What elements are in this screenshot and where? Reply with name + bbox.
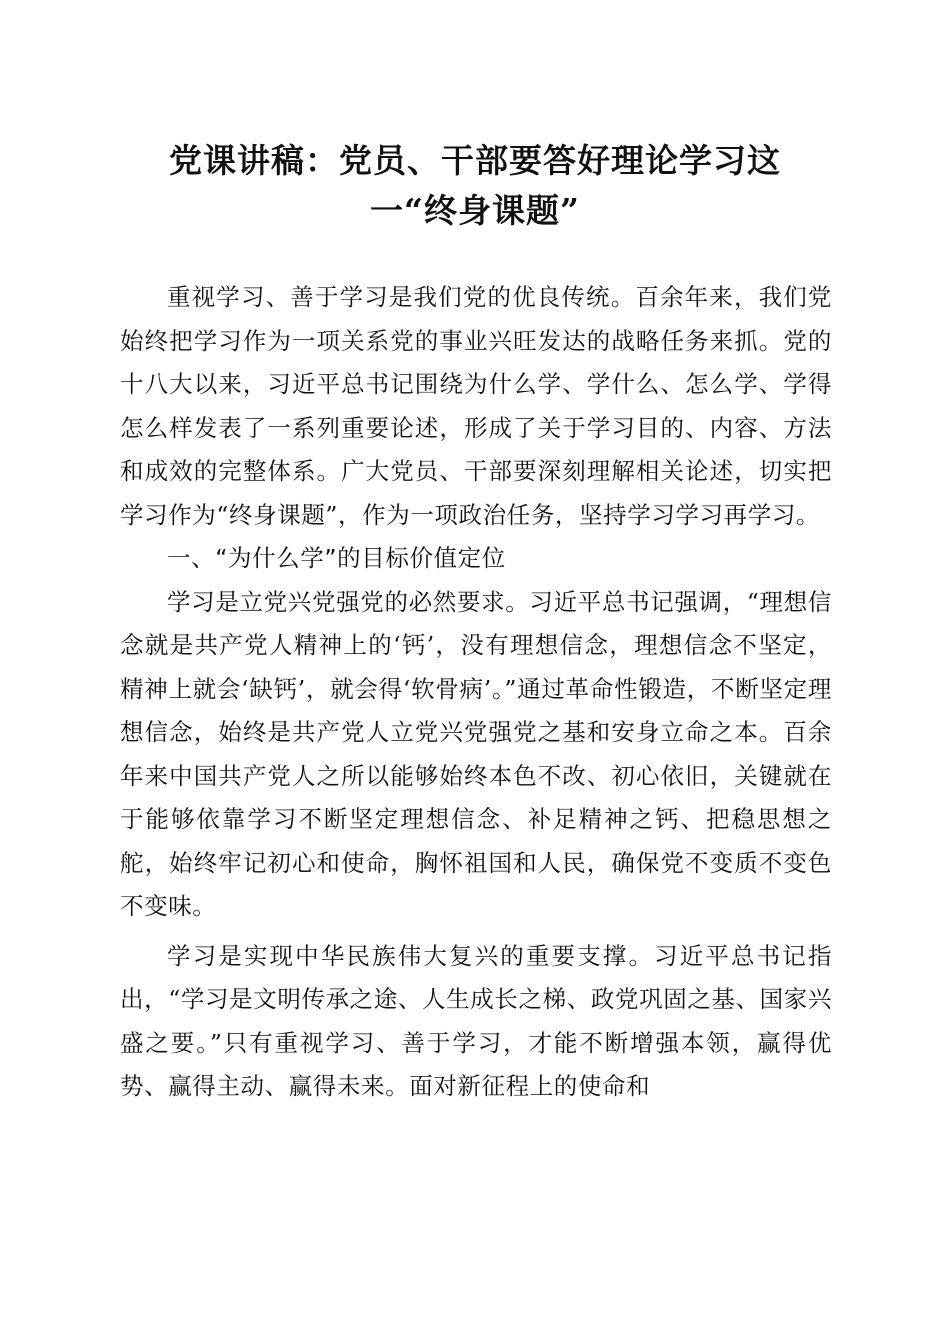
document-body [120, 276, 832, 1109]
document-title [120, 136, 830, 236]
section-heading-1: 一、“为什么学”的目标价值定位 [167, 544, 506, 572]
title-line-2: 一“终身课题” [370, 191, 580, 230]
paragraph-why-learn-1: 学习是立党兴党强党的必然要求。习近平总书记强调，“理想信念就是共产党人精神上的‘钙’，没有理想信念，理想信念不坚定，精神上就会‘缺钙’，就会得‘软骨病’。”通过革命性锻造，不断坚定理想信念，始终是共产党人立党兴党强党之基和安身立命之本。百余年来中国共产党人之所以能够始终本色不改、初心依旧，关键就在于能够依靠学习不断坚定理想信念、补足精神之钙、把稳思想之舵，始终牢记初心和使命，胸怀祖国和人民，确保党不变质不变色不变味。 [120, 587, 832, 920]
title-line-1: 党课讲稿：党员、干部要答好理论学习这 [169, 141, 781, 180]
paragraph-intro: 重视学习、善于学习是我们党的优良传统。百余年来，我们党始终把学习作为一项关系党的事业兴旺发达的战略任务来抓。党的十八大以来，习近平总书记围绕为什么学、学什么、怎么学、学得怎么样发表了一系列重要论述，形成了关于学习目的、内容、方法和成效的完整体系。广大党员、干部要深刻理解相关论述，切实把学习作为“终身课题”，作为一项政治任务，坚持学习学习再学习。 [120, 283, 832, 529]
paragraph-why-learn-2: 学习是实现中华民族伟大复兴的重要支撑。习近平总书记指出，“学习是文明传承之途、人生成长之梯、政党巩固之基、国家兴盛之要。”只有重视学习、善于学习，才能不断增强本领，赢得优势、赢得主动、赢得未来。面对新征程上的使命和 [120, 941, 832, 1100]
